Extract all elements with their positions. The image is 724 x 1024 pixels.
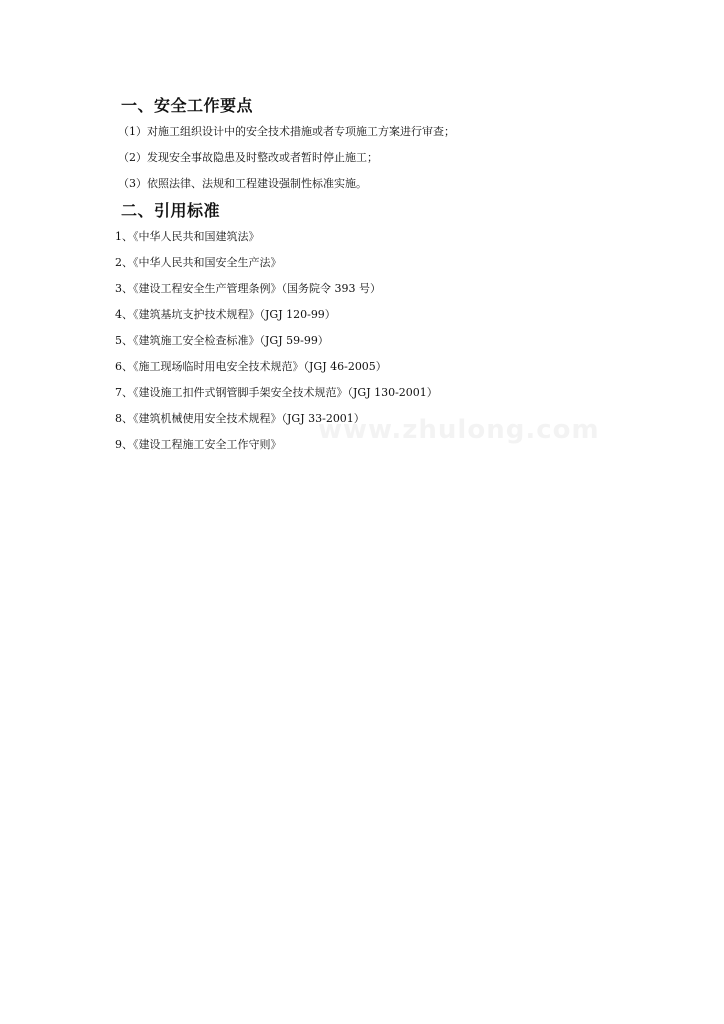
standard-item: 4、《建筑基坑支护技术规程》（JGJ 120-99） bbox=[115, 308, 336, 321]
standard-item: 6、《施工现场临时用电安全技术规范》（JGJ 46-2005） bbox=[115, 360, 387, 373]
standard-item: 7、《建设施工扣件式钢管脚手架安全技术规范》（JGJ 130-2001） bbox=[115, 386, 438, 399]
standard-item: 1、《中华人民共和国建筑法》 bbox=[115, 230, 260, 243]
safety-point-item: （1）对施工组织设计中的安全技术措施或者专项施工方案进行审查； bbox=[118, 125, 455, 138]
section-heading-referenced-standards: 二、引用标准 bbox=[121, 201, 221, 220]
safety-point-item: （3）依照法律、法规和工程建设强制性标准实施。 bbox=[118, 177, 367, 190]
standard-item: 3、《建设工程安全生产管理条例》（国务院令 393 号） bbox=[115, 282, 381, 295]
standard-item: 9、《建设工程施工安全工作守则》 bbox=[115, 438, 282, 451]
standard-item: 5、《建筑施工安全检查标准》（JGJ 59-99） bbox=[115, 334, 329, 347]
standard-item: 8、《建筑机械使用安全技术规程》（JGJ 33-2001） bbox=[115, 412, 365, 425]
section-heading-safety-points: 一、安全工作要点 bbox=[121, 96, 254, 115]
safety-point-item: （2）发现安全事故隐患及时整改或者暂时停止施工； bbox=[118, 151, 378, 164]
watermark: www.zhulong.com bbox=[318, 415, 600, 445]
standard-item: 2、《中华人民共和国安全生产法》 bbox=[115, 256, 282, 269]
